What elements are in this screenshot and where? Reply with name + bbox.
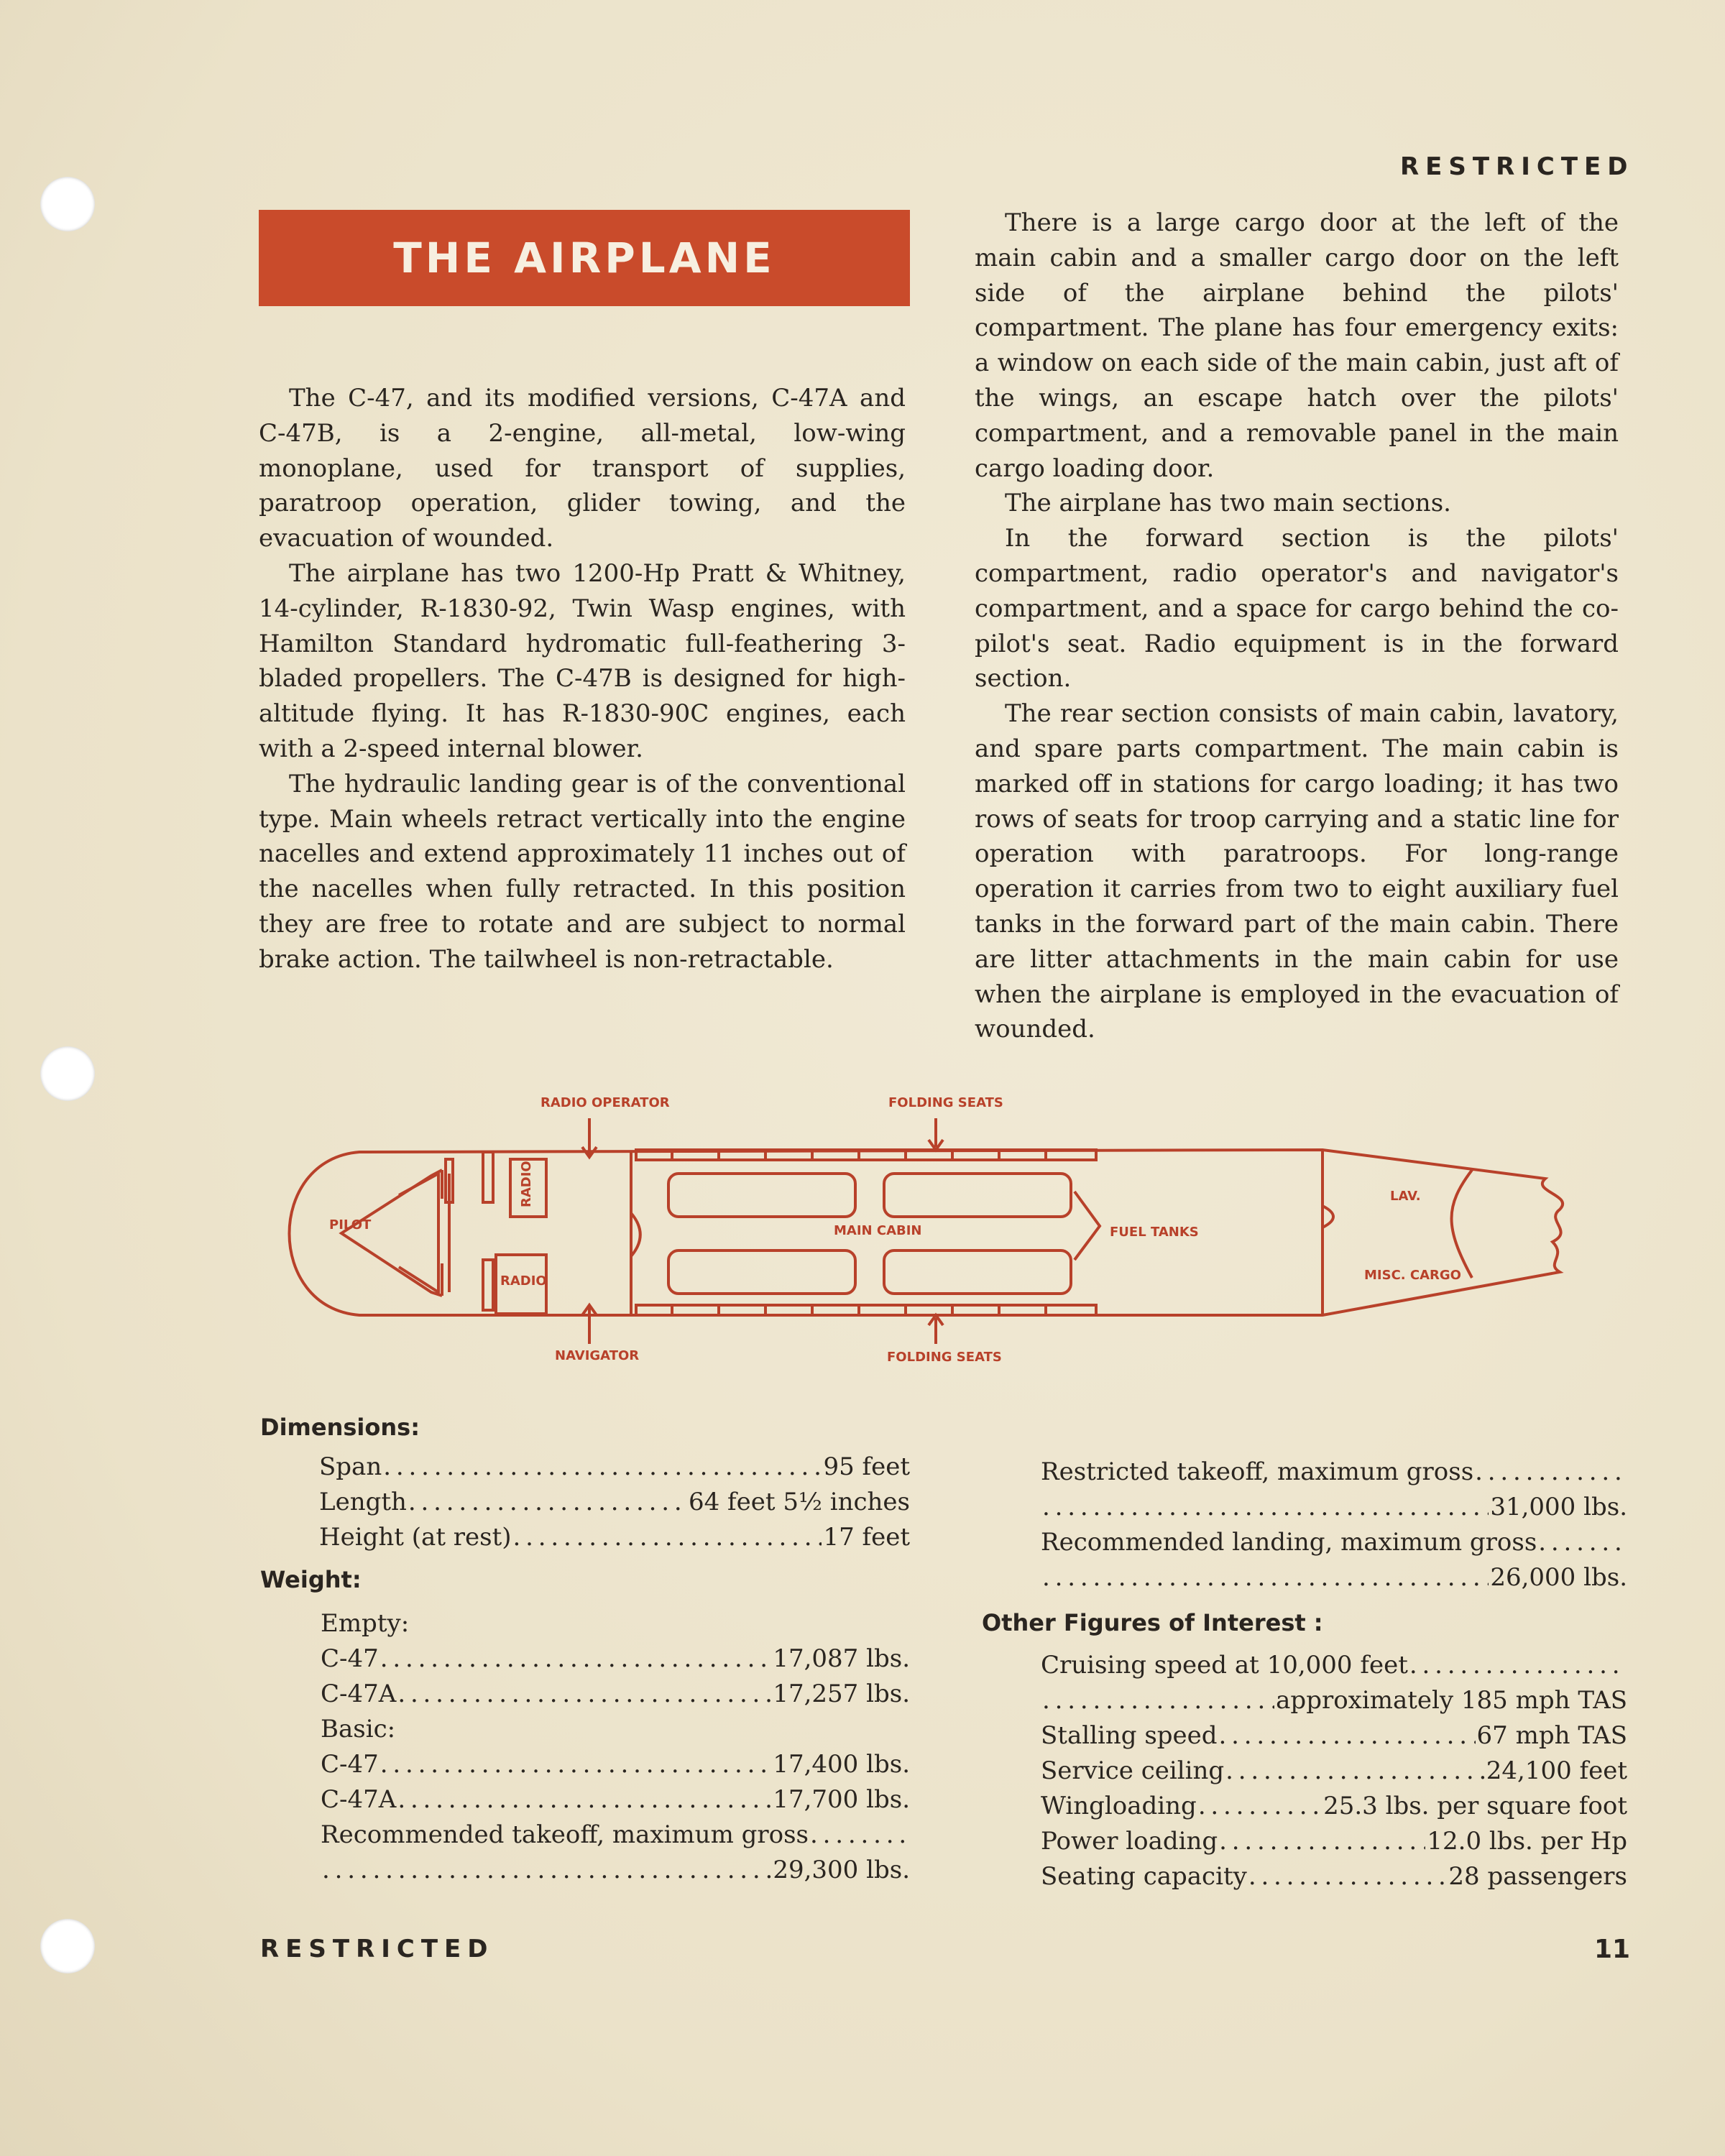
spec-row	[1041, 1455, 1627, 1490]
label-radio-top: RADIO	[519, 1161, 534, 1207]
spec-value: 17,700 lbs.	[773, 1785, 910, 1814]
spec-row	[321, 1818, 910, 1853]
spec-label: Span	[319, 1452, 382, 1481]
label-main-cabin: MAIN CABIN	[834, 1223, 922, 1238]
spec-label: C-47	[321, 1750, 379, 1779]
weight-heading: Weight:	[260, 1566, 362, 1593]
page-number: 11	[1594, 1935, 1631, 1964]
spec-row	[319, 1450, 910, 1485]
spec-value: 26,000 lbs.	[1490, 1563, 1627, 1592]
spec-row	[1041, 1754, 1627, 1789]
spec-label: Restricted takeoff, maximum gross	[1041, 1457, 1474, 1486]
spec-label: C-47A	[321, 1785, 397, 1814]
spec-value: 17,400 lbs.	[773, 1750, 910, 1779]
spec-value: 31,000 lbs.	[1490, 1493, 1627, 1521]
fuel-tank	[668, 1250, 855, 1294]
spec-row	[1041, 1824, 1627, 1859]
dimensions-heading: Dimensions:	[260, 1414, 420, 1441]
spec-row	[321, 1747, 910, 1782]
label-navigator: NAVIGATOR	[555, 1348, 640, 1363]
label-radio-bottom: RADIO	[500, 1273, 547, 1289]
spec-row	[1041, 1683, 1627, 1718]
spec-label: Power loading	[1041, 1827, 1218, 1856]
label-misc-cargo: MISC. CARGO	[1364, 1268, 1461, 1283]
paragraph: There is a large cargo door at the left of the main cabin and a smaller cargo door on the left side of the airplane behind the pilots' compartment. The plane has four emergency exits: a window on each side of the main cabin, just aft of the wings, an escape hatch over the pilots' compartment, and a removable panel in the main cargo loading door.	[975, 208, 1619, 483]
page-title: THE AIRPLANE	[259, 210, 910, 306]
spec-label: Recommended takeoff, maximum gross	[321, 1820, 809, 1849]
spec-label: C-47	[321, 1644, 379, 1673]
left-column	[259, 381, 906, 977]
paragraph: The airplane has two main sections.	[1005, 489, 1451, 518]
spec-value: 64 feet 5½ inches	[688, 1488, 910, 1516]
basic-label: Basic:	[321, 1715, 396, 1743]
spec-row	[319, 1520, 910, 1555]
spec-row	[1041, 1648, 1627, 1683]
fuel-tank	[884, 1174, 1071, 1217]
binder-hole-middle	[40, 1046, 95, 1101]
paragraph: The C-47, and its modified versions, C-47A and C-47B, is a 2-engine, all-metal, low-wing monoplane, used for transport of supplies, paratroop operation, glider towing, and the evacuation of wounded.	[259, 384, 906, 553]
spec-row	[1041, 1490, 1627, 1525]
binder-hole-top	[40, 177, 95, 231]
spec-row	[1041, 1560, 1627, 1595]
spec-row	[319, 1485, 910, 1520]
label-lav: LAV.	[1390, 1189, 1421, 1204]
spec-row	[321, 1853, 910, 1888]
spec-value: 17,257 lbs.	[773, 1680, 910, 1708]
spec-label: Stalling speed	[1041, 1721, 1218, 1750]
label-radio-operator: RADIO OPERATOR	[540, 1095, 670, 1110]
label-pilot: PILOT	[329, 1217, 372, 1233]
spec-row	[321, 1677, 910, 1712]
empty-label: Empty:	[321, 1609, 410, 1638]
restricted-header: RESTRICTED	[1400, 152, 1634, 181]
spec-label: Recommended landing, maximum gross	[1041, 1528, 1537, 1557]
spec-row	[1041, 1525, 1627, 1560]
fuel-tank	[668, 1174, 855, 1217]
spec-label: Height (at rest)	[319, 1523, 512, 1552]
spec-value: 17,087 lbs.	[773, 1644, 910, 1673]
spec-value: 95 feet	[823, 1452, 910, 1481]
cabin-layout-diagram	[259, 1084, 1624, 1371]
label-folding-seats-bottom: FOLDING SEATS	[887, 1350, 1002, 1365]
paragraph: The rear section consists of main cabin, lavatory, and spare parts compartment. The main cabin is marked off in stations for cargo loading; it has two rows of seats for troop carrying and a static line for operation with paratroops. For long-range operation it carries from two to eight auxiliary fuel tanks in the forward part of the main cabin. There are litter attachments in the main cabin for use when the airplane is employed in the evacuation of wounded.	[975, 699, 1619, 1044]
spec-value: 67 mph TAS	[1476, 1721, 1627, 1750]
spec-row	[1041, 1859, 1627, 1894]
spec-row	[321, 1782, 910, 1818]
spec-label: C-47A	[321, 1680, 397, 1708]
spec-value: approximately 185 mph TAS	[1276, 1686, 1627, 1715]
spec-row	[1041, 1789, 1627, 1824]
spec-value: 25.3 lbs. per square foot	[1323, 1792, 1627, 1820]
spec-row	[1041, 1718, 1627, 1754]
label-fuel-tanks: FUEL TANKS	[1110, 1225, 1199, 1240]
spec-row	[321, 1641, 910, 1677]
spec-label: Wingloading	[1041, 1792, 1197, 1820]
fuel-tank	[884, 1250, 1071, 1294]
paragraph: The airplane has two 1200-Hp Pratt & Whitney, 14-cylinder, R-1830-92, Twin Wasp engines, with Hamilton Standard hydromatic full-feathering 3-bladed propellers. The C-47B is designed for high-altitude flying. It has R-1830-90C engines, each with a 2-speed internal blower.	[259, 558, 906, 763]
paragraph: The hydraulic landing gear is of the conventional type. Main wheels retract vertically into the engine nacelles and extend approximately 11 inches out of the nacelles when fully retracted. In this position they are free to rotate and are subject to normal brake action. The tailwheel is non-retractable.	[259, 769, 906, 974]
spec-label: Cruising speed at 10,000 feet	[1041, 1651, 1408, 1680]
binder-hole-bottom	[40, 1919, 95, 1973]
restricted-footer: RESTRICTED	[260, 1935, 494, 1963]
spec-value: 17 feet	[823, 1523, 910, 1552]
other-figures-heading: Other Figures of Interest :	[982, 1609, 1323, 1636]
spec-value: 24,100 feet	[1486, 1756, 1627, 1785]
spec-value: 28 passengers	[1448, 1862, 1627, 1891]
specs-right	[982, 1455, 1627, 1894]
spec-label: Service ceiling	[1041, 1756, 1225, 1785]
label-folding-seats-top: FOLDING SEATS	[888, 1095, 1003, 1110]
folding-seats-row-bottom	[636, 1305, 1096, 1315]
spec-value: 12.0 lbs. per Hp	[1427, 1827, 1627, 1856]
paragraph: In the forward section is the pilots' compartment, radio operator's and navigator's compartment, and a space for cargo behind the co-pilot's seat. Radio equipment is in the forward section.	[975, 524, 1619, 694]
specs-left	[260, 1410, 910, 1888]
spec-label: Length	[319, 1488, 407, 1516]
spec-label: Seating capacity	[1041, 1862, 1247, 1891]
right-column	[975, 206, 1619, 1047]
spec-value: 29,300 lbs.	[773, 1856, 910, 1884]
